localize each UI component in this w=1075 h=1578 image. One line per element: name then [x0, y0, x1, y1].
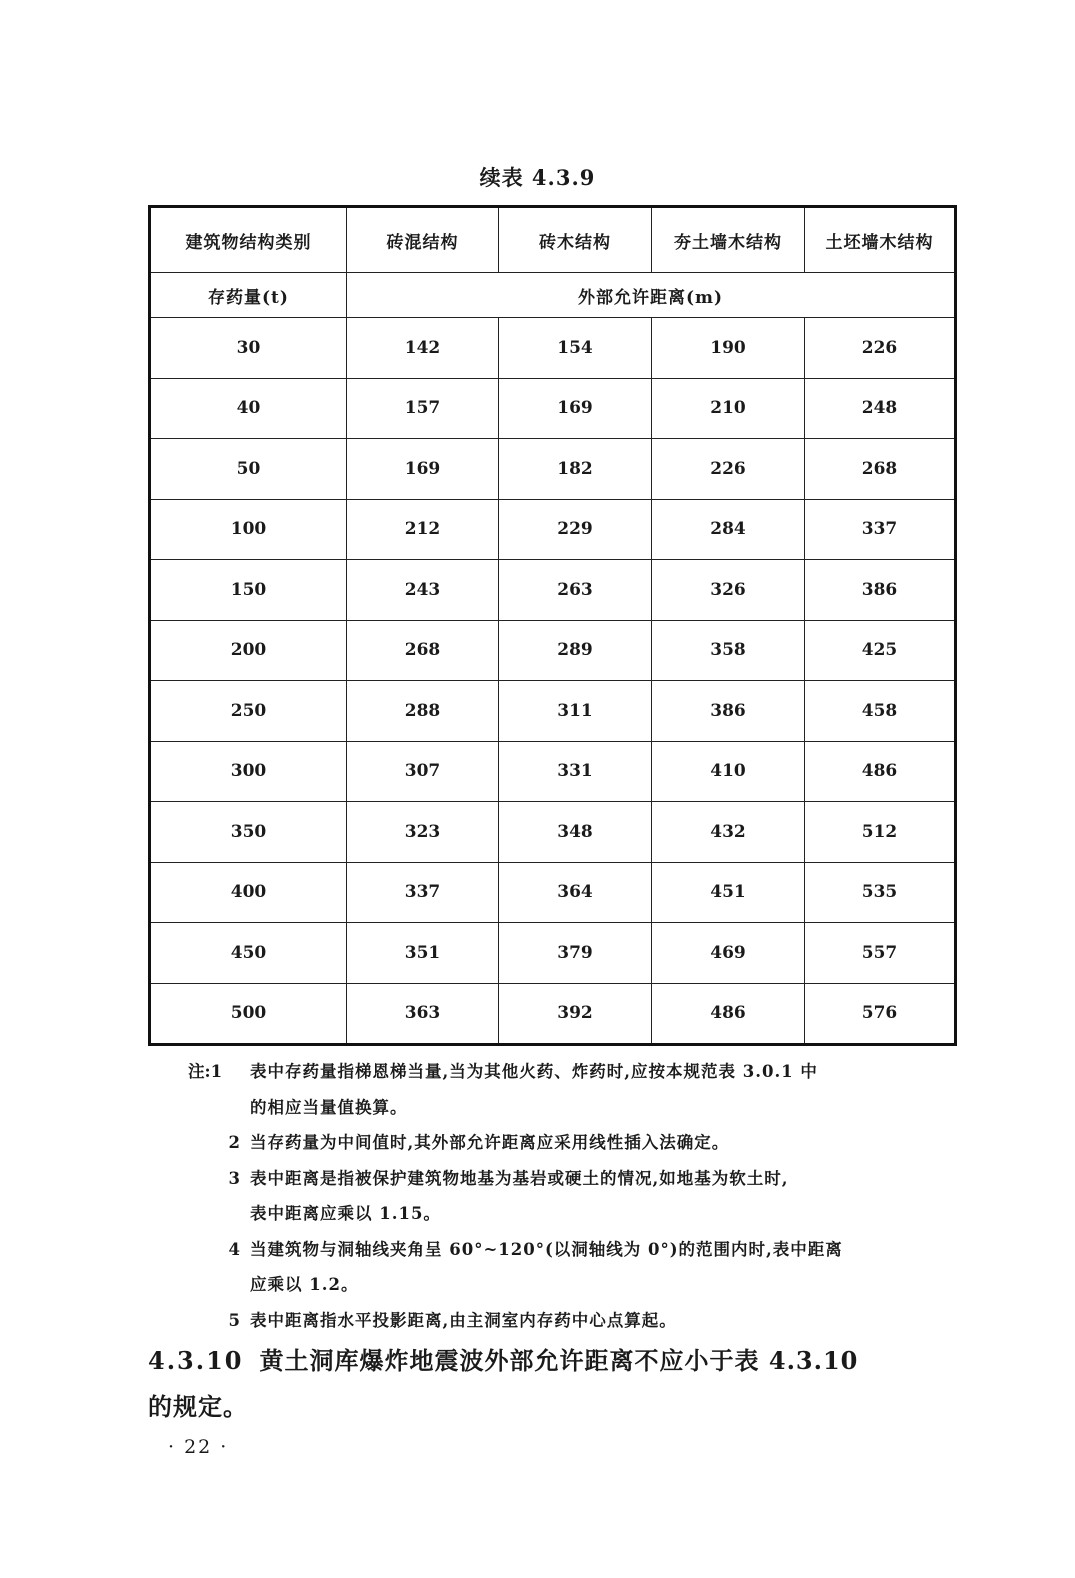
- distance-cell: 432: [652, 802, 805, 863]
- note-prefix: 注:1: [188, 1062, 223, 1081]
- distance-cell: 425: [805, 620, 956, 681]
- note-item-continued: [188, 1090, 958, 1126]
- note-text: 的相应当量值换算。: [250, 1097, 408, 1117]
- note-item: [188, 1161, 958, 1197]
- table-row: [150, 560, 956, 621]
- distance-cell: 351: [347, 923, 499, 984]
- quantity-cell: 150: [150, 560, 347, 621]
- quantity-cell: 250: [150, 681, 347, 742]
- header-cell: 夯土墙木结构: [652, 207, 805, 273]
- quantity-cell: 50: [150, 439, 347, 500]
- note-item: [188, 1125, 958, 1161]
- page-number: · 22 ·: [168, 1436, 229, 1458]
- distance-cell: 157: [347, 378, 499, 439]
- section-number: 4.3.10: [148, 1346, 244, 1375]
- distance-cell: 458: [805, 681, 956, 742]
- distance-cell: 557: [805, 923, 956, 984]
- distance-cell: 386: [805, 560, 956, 621]
- note-number: 5: [228, 1310, 240, 1330]
- subheader-quantity: 存药量(t): [150, 273, 347, 318]
- note-number: 3: [228, 1168, 240, 1188]
- distance-cell: 379: [499, 923, 652, 984]
- table-notes: [188, 1054, 958, 1338]
- table-row: [150, 862, 956, 923]
- section-line: [148, 1338, 958, 1384]
- distance-cell: 358: [652, 620, 805, 681]
- table-row: [150, 741, 956, 802]
- table-row: [150, 983, 956, 1045]
- table-row: [150, 318, 956, 379]
- distance-cell: 263: [499, 560, 652, 621]
- distance-cell: 576: [805, 983, 956, 1045]
- distance-cell: 363: [347, 983, 499, 1045]
- quantity-cell: 450: [150, 923, 347, 984]
- distance-cell: 288: [347, 681, 499, 742]
- distance-cell: 469: [652, 923, 805, 984]
- distance-cell: 289: [499, 620, 652, 681]
- note-text: 应乘以 1.2。: [250, 1275, 359, 1294]
- quantity-cell: 200: [150, 620, 347, 681]
- note-text: 当存药量为中间值时,其外部允许距离应采用线性插入法确定。: [250, 1133, 730, 1152]
- table-caption: 续表 4.3.9: [479, 165, 596, 190]
- note-item: [188, 1303, 958, 1339]
- note-text: 当建筑物与洞轴线夹角呈 60°~120°(以洞轴线为 0°)的范围内时,表中距离: [250, 1239, 843, 1259]
- note-item-continued: [188, 1267, 958, 1303]
- distance-cell: 410: [652, 741, 805, 802]
- note-item: [188, 1054, 958, 1090]
- distance-cell: 331: [499, 741, 652, 802]
- distance-cell: 190: [652, 318, 805, 379]
- distance-cell: 451: [652, 862, 805, 923]
- distance-cell: 226: [652, 439, 805, 500]
- distance-cell: 307: [347, 741, 499, 802]
- note-text: 表中距离指水平投影距离,由主洞室内存药中心点算起。: [250, 1310, 677, 1330]
- header-cell: 砖木结构: [499, 207, 652, 273]
- header-cell: 建筑物结构类别: [150, 207, 347, 273]
- distance-cell: 348: [499, 802, 652, 863]
- distance-cell: 337: [805, 499, 956, 560]
- quantity-cell: 500: [150, 983, 347, 1045]
- distance-cell: 337: [347, 862, 499, 923]
- quantity-cell: 40: [150, 378, 347, 439]
- table-subheader-row: [150, 273, 956, 318]
- distance-cell: 169: [347, 439, 499, 500]
- distance-cell: 386: [652, 681, 805, 742]
- distance-cell: 486: [652, 983, 805, 1045]
- distance-cell: 311: [499, 681, 652, 742]
- quantity-cell: 400: [150, 862, 347, 923]
- distance-cell: 323: [347, 802, 499, 863]
- note-number: 4: [228, 1239, 240, 1259]
- distance-cell: 229: [499, 499, 652, 560]
- distance-cell: 268: [347, 620, 499, 681]
- distance-cell: 243: [347, 560, 499, 621]
- distance-cell: 210: [652, 378, 805, 439]
- distance-cell: 169: [499, 378, 652, 439]
- distance-cell: 486: [805, 741, 956, 802]
- section-text-continued: 的规定。: [148, 1392, 248, 1421]
- distance-cell: 512: [805, 802, 956, 863]
- subheader-distance: 外部允许距离(m): [347, 273, 956, 318]
- section-text: 黄土洞库爆炸地震波外部允许距离不应小于表 4.3.10: [259, 1346, 859, 1375]
- note-text: 表中存药量指梯恩梯当量,当为其他火药、炸药时,应按本规范表 3.0.1 中: [250, 1062, 818, 1081]
- quantity-cell: 100: [150, 499, 347, 560]
- distance-cell: 182: [499, 439, 652, 500]
- table-row: [150, 499, 956, 560]
- section-4-3-10: [148, 1338, 958, 1430]
- table-row: [150, 439, 956, 500]
- header-cell: 砖混结构: [347, 207, 499, 273]
- quantity-cell: 30: [150, 318, 347, 379]
- quantity-cell: 350: [150, 802, 347, 863]
- distance-cell: 142: [347, 318, 499, 379]
- distance-cell: 268: [805, 439, 956, 500]
- note-item: [188, 1232, 958, 1268]
- distance-cell: 364: [499, 862, 652, 923]
- table-row: [150, 681, 956, 742]
- distance-cell: 326: [652, 560, 805, 621]
- distance-cell: 248: [805, 378, 956, 439]
- distance-cell: 392: [499, 983, 652, 1045]
- note-text: 表中距离是指被保护建筑物地基为基岩或硬土的情况,如地基为软土时,: [250, 1168, 789, 1188]
- note-number: 2: [228, 1133, 240, 1152]
- table-row: [150, 620, 956, 681]
- note-text: 表中距离应乘以 1.15。: [250, 1204, 441, 1223]
- distance-cell: 226: [805, 318, 956, 379]
- quantity-cell: 300: [150, 741, 347, 802]
- note-item-continued: [188, 1196, 958, 1232]
- distance-table: [148, 205, 957, 1046]
- table-row: [150, 802, 956, 863]
- header-cell: 土坯墙木结构: [805, 207, 956, 273]
- distance-cell: 154: [499, 318, 652, 379]
- distance-cell: 212: [347, 499, 499, 560]
- table-row: [150, 378, 956, 439]
- table-header-row: [150, 207, 956, 273]
- distance-cell: 284: [652, 499, 805, 560]
- distance-cell: 535: [805, 862, 956, 923]
- table-row: [150, 923, 956, 984]
